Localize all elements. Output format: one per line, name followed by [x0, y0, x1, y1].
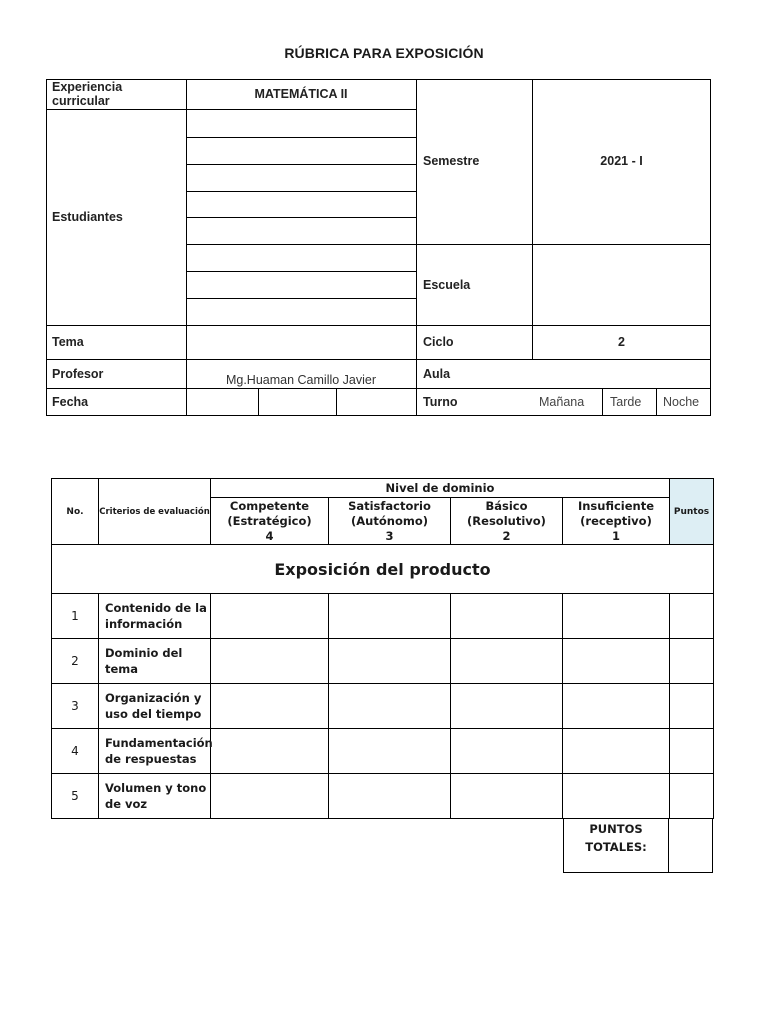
level-name: Satisfactorio — [348, 498, 431, 513]
score-cell[interactable] — [329, 684, 451, 729]
experiencia-value: MATEMÁTICA II — [254, 87, 348, 101]
table-row — [52, 594, 714, 639]
level-header — [451, 498, 563, 545]
semestre-label: Semestre — [423, 154, 480, 168]
estudiante-field[interactable] — [187, 218, 415, 243]
fecha-year-field[interactable] — [337, 389, 415, 415]
puntos-header: Puntos — [670, 479, 714, 545]
estudiante-field[interactable] — [187, 110, 415, 136]
turno-option-manana[interactable]: Mañana — [539, 395, 585, 409]
total-label: PUNTOS TOTALES: — [563, 818, 669, 873]
level-header — [329, 498, 451, 545]
score-cell[interactable] — [211, 639, 329, 684]
row-criterio: Contenido de la información — [99, 594, 211, 639]
level-name: Competente — [229, 498, 310, 513]
turno-label: Turno — [423, 395, 458, 409]
puntos-cell[interactable] — [670, 594, 714, 639]
nivel-header: Nivel de dominio — [211, 479, 670, 498]
score-cell[interactable] — [451, 729, 563, 774]
row-criterio: Fundamentación de respuestas — [99, 729, 211, 774]
score-cell[interactable] — [329, 729, 451, 774]
page-title: RÚBRICA PARA EXPOSICIÓN — [284, 45, 484, 61]
score-cell[interactable] — [329, 774, 451, 819]
level-name: Insuficiente — [577, 498, 655, 513]
ciclo-label: Ciclo — [423, 335, 454, 349]
table-row — [52, 684, 714, 729]
score-cell[interactable] — [211, 684, 329, 729]
puntos-cell[interactable] — [670, 729, 714, 774]
row-number: 2 — [52, 639, 99, 684]
table-row — [52, 774, 714, 819]
tema-value[interactable] — [187, 326, 415, 358]
level-sub: (Autónomo) — [351, 513, 428, 528]
profesor-value: Mg.Huaman Camillo Javier — [225, 373, 377, 387]
score-cell[interactable] — [451, 684, 563, 729]
score-cell[interactable] — [451, 774, 563, 819]
fecha-month-field[interactable] — [259, 389, 335, 415]
estudiante-field[interactable] — [187, 192, 415, 216]
fecha-day-field[interactable] — [187, 389, 257, 415]
score-cell[interactable] — [563, 639, 670, 684]
score-cell[interactable] — [329, 594, 451, 639]
aula-label: Aula — [423, 367, 451, 381]
row-number: 1 — [52, 594, 99, 639]
score-cell[interactable] — [211, 774, 329, 819]
estudiante-field[interactable] — [187, 272, 415, 297]
no-header: No. — [52, 479, 99, 545]
score-cell[interactable] — [563, 684, 670, 729]
table-row — [52, 639, 714, 684]
profesor-label: Profesor — [52, 367, 104, 381]
level-score: 3 — [385, 528, 394, 543]
estudiante-field[interactable] — [187, 299, 415, 324]
score-cell[interactable] — [329, 639, 451, 684]
level-name: Básico — [485, 498, 528, 513]
level-score: 2 — [502, 528, 511, 543]
score-cell[interactable] — [563, 774, 670, 819]
row-criterio: Organización y uso del tiempo — [99, 684, 211, 729]
info-table — [46, 79, 711, 416]
tema-label: Tema — [52, 335, 84, 349]
puntos-cell[interactable] — [670, 639, 714, 684]
estudiante-field[interactable] — [187, 245, 415, 270]
criterios-header: Criterios de evaluación — [99, 479, 211, 545]
escuela-label: Escuela — [423, 278, 471, 292]
section-title: Exposición del producto — [52, 545, 714, 594]
level-score: 4 — [265, 528, 274, 543]
estudiantes-label: Estudiantes — [52, 210, 123, 224]
level-sub: (Estratégico) — [227, 513, 312, 528]
row-number: 4 — [52, 729, 99, 774]
level-header — [563, 498, 670, 545]
score-cell[interactable] — [451, 639, 563, 684]
semestre-value: 2021 - I — [600, 154, 643, 168]
score-cell[interactable] — [451, 594, 563, 639]
rubric-table — [51, 478, 714, 819]
level-header — [211, 498, 329, 545]
row-number: 5 — [52, 774, 99, 819]
score-cell[interactable] — [563, 594, 670, 639]
experiencia-label: Experiencia curricular — [52, 80, 123, 108]
score-cell[interactable] — [563, 729, 670, 774]
fecha-label: Fecha — [52, 395, 89, 409]
score-cell[interactable] — [211, 729, 329, 774]
row-number: 3 — [52, 684, 99, 729]
level-sub: (receptivo) — [580, 513, 652, 528]
puntos-cell[interactable] — [670, 774, 714, 819]
puntos-cell[interactable] — [670, 684, 714, 729]
total-value-cell[interactable] — [668, 818, 713, 873]
turno-option-noche[interactable]: Noche — [663, 395, 700, 409]
aula-value[interactable] — [533, 360, 710, 387]
estudiante-field[interactable] — [187, 138, 415, 163]
total-row — [563, 818, 713, 873]
escuela-value[interactable] — [533, 245, 710, 324]
estudiante-field[interactable] — [187, 165, 415, 190]
row-criterio: Volumen y tono de voz — [99, 774, 211, 819]
level-sub: (Resolutivo) — [467, 513, 546, 528]
level-score: 1 — [611, 528, 620, 543]
score-cell[interactable] — [211, 594, 329, 639]
table-row — [52, 729, 714, 774]
ciclo-value: 2 — [618, 335, 625, 349]
turno-option-tarde[interactable]: Tarde — [610, 395, 642, 409]
row-criterio: Dominio del tema — [99, 639, 211, 684]
